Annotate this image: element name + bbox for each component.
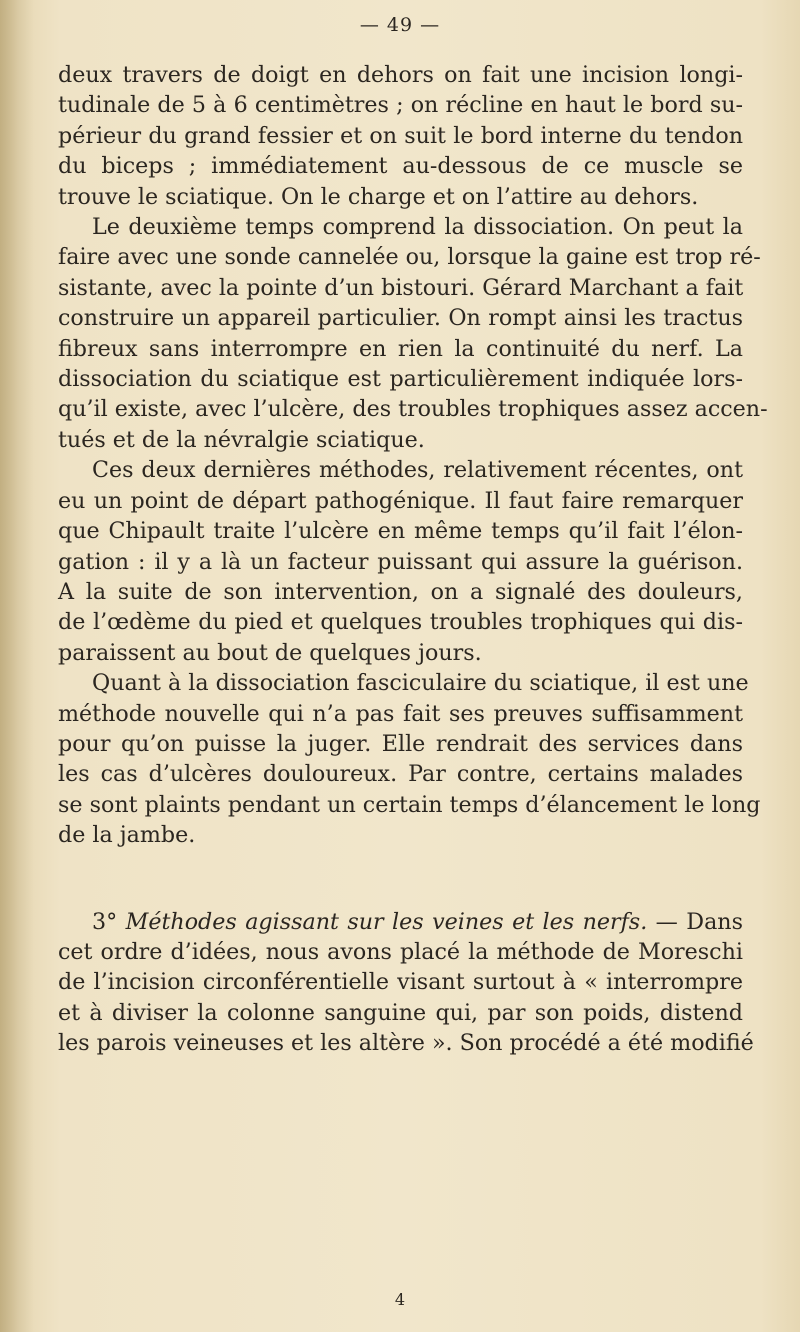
- text-line: qu’il existe, avec l’ulcère, des troubles trophiques assez accen-: [58, 396, 768, 423]
- text-line: eu un point de départ pathogénique. Il faut faire remarquer: [58, 487, 743, 514]
- text-line: trouve le sciatique. On le charge et on l’attire au dehors.: [58, 183, 699, 210]
- text-line: périeur du grand fessier et on suit le bord interne du tendon: [58, 122, 743, 149]
- section-heading-line: [58, 907, 743, 937]
- text-line: les cas d’ulcères douloureux. Par contre, certains malades: [58, 761, 743, 788]
- section-title: Méthodes agissant sur les veines et les nerfs.: [125, 908, 648, 935]
- section-number: 3°: [92, 908, 118, 935]
- text-line: se sont plaints pendant un certain temps d’élancement le long: [58, 791, 761, 818]
- text-line: paraissent au bout de quelques jours.: [58, 639, 482, 666]
- text-line: Le deuxième temps comprend la dissociation. On peut la: [92, 214, 743, 241]
- paragraph-4: [58, 668, 761, 850]
- paragraph-1: [58, 60, 743, 212]
- body-text: [58, 60, 768, 1059]
- text-line: sistante, avec la pointe d’un bistouri. Gérard Marchant a fait: [58, 274, 744, 301]
- page-number: — 49 —: [359, 14, 441, 36]
- text-line: de la jambe.: [58, 822, 196, 849]
- text-line: gation : il y a là un facteur puissant qui assure la guérison.: [58, 548, 743, 575]
- text-line: et à diviser la colonne sanguine qui, par son poids, distend: [58, 999, 743, 1026]
- page-fold-shadow: [0, 0, 34, 1332]
- section-3: [58, 907, 754, 1059]
- text-line: dissociation du sciatique est particulièrement indiquée lors-: [58, 366, 743, 393]
- text-line: deux travers de doigt en dehors on fait une incision longi-: [58, 62, 743, 88]
- text-line: pour qu’on puisse la juger. Elle rendrait des services dans: [58, 730, 743, 757]
- text-line: Quant à la dissociation fasciculaire du sciatique, il est une: [92, 670, 749, 697]
- text-line: du biceps ; immédiatement au-dessous de ce muscle se: [58, 153, 743, 180]
- text-line: que Chipault traite l’ulcère en même temps qu’il fait l’élon-: [58, 518, 743, 545]
- section-gap: [58, 851, 743, 907]
- text-line: méthode nouvelle qui n’a pas fait ses preuves suffisamment: [58, 700, 743, 727]
- text-line: tudinale de 5 à 6 centimètres ; on récline en haut le bord su-: [58, 92, 743, 119]
- signature-mark: 4: [394, 1290, 406, 1309]
- paragraph-3: [58, 455, 743, 668]
- text-line: de l’œdème du pied et quelques troubles trophiques qui dis-: [58, 609, 743, 636]
- text-line: construire un appareil particulier. On rompt ainsi les tractus: [58, 305, 743, 332]
- paragraph-2: [58, 212, 768, 455]
- text-line: faire avec une sonde cannelée ou, lorsque la gaine est trop ré-: [58, 244, 761, 271]
- text-line: de l’incision circonférentielle visant surtout à « interrompre: [58, 969, 743, 996]
- text-line: Ces deux dernières méthodes, relativement récentes, ont: [92, 457, 743, 484]
- text-line: les parois veineuses et les altère ». Son procédé a été modifié: [58, 1030, 754, 1057]
- text-line: A la suite de son intervention, on a signalé des douleurs,: [58, 578, 743, 605]
- text-line: fibreux sans interrompre en rien la continuité du nerf. La: [58, 335, 743, 362]
- text-line: cet ordre d’idées, nous avons placé la méthode de Moreschi: [58, 938, 743, 965]
- section-first-line-rest: — Dans: [655, 908, 743, 935]
- text-line: tués et de la névralgie sciatique.: [58, 426, 425, 453]
